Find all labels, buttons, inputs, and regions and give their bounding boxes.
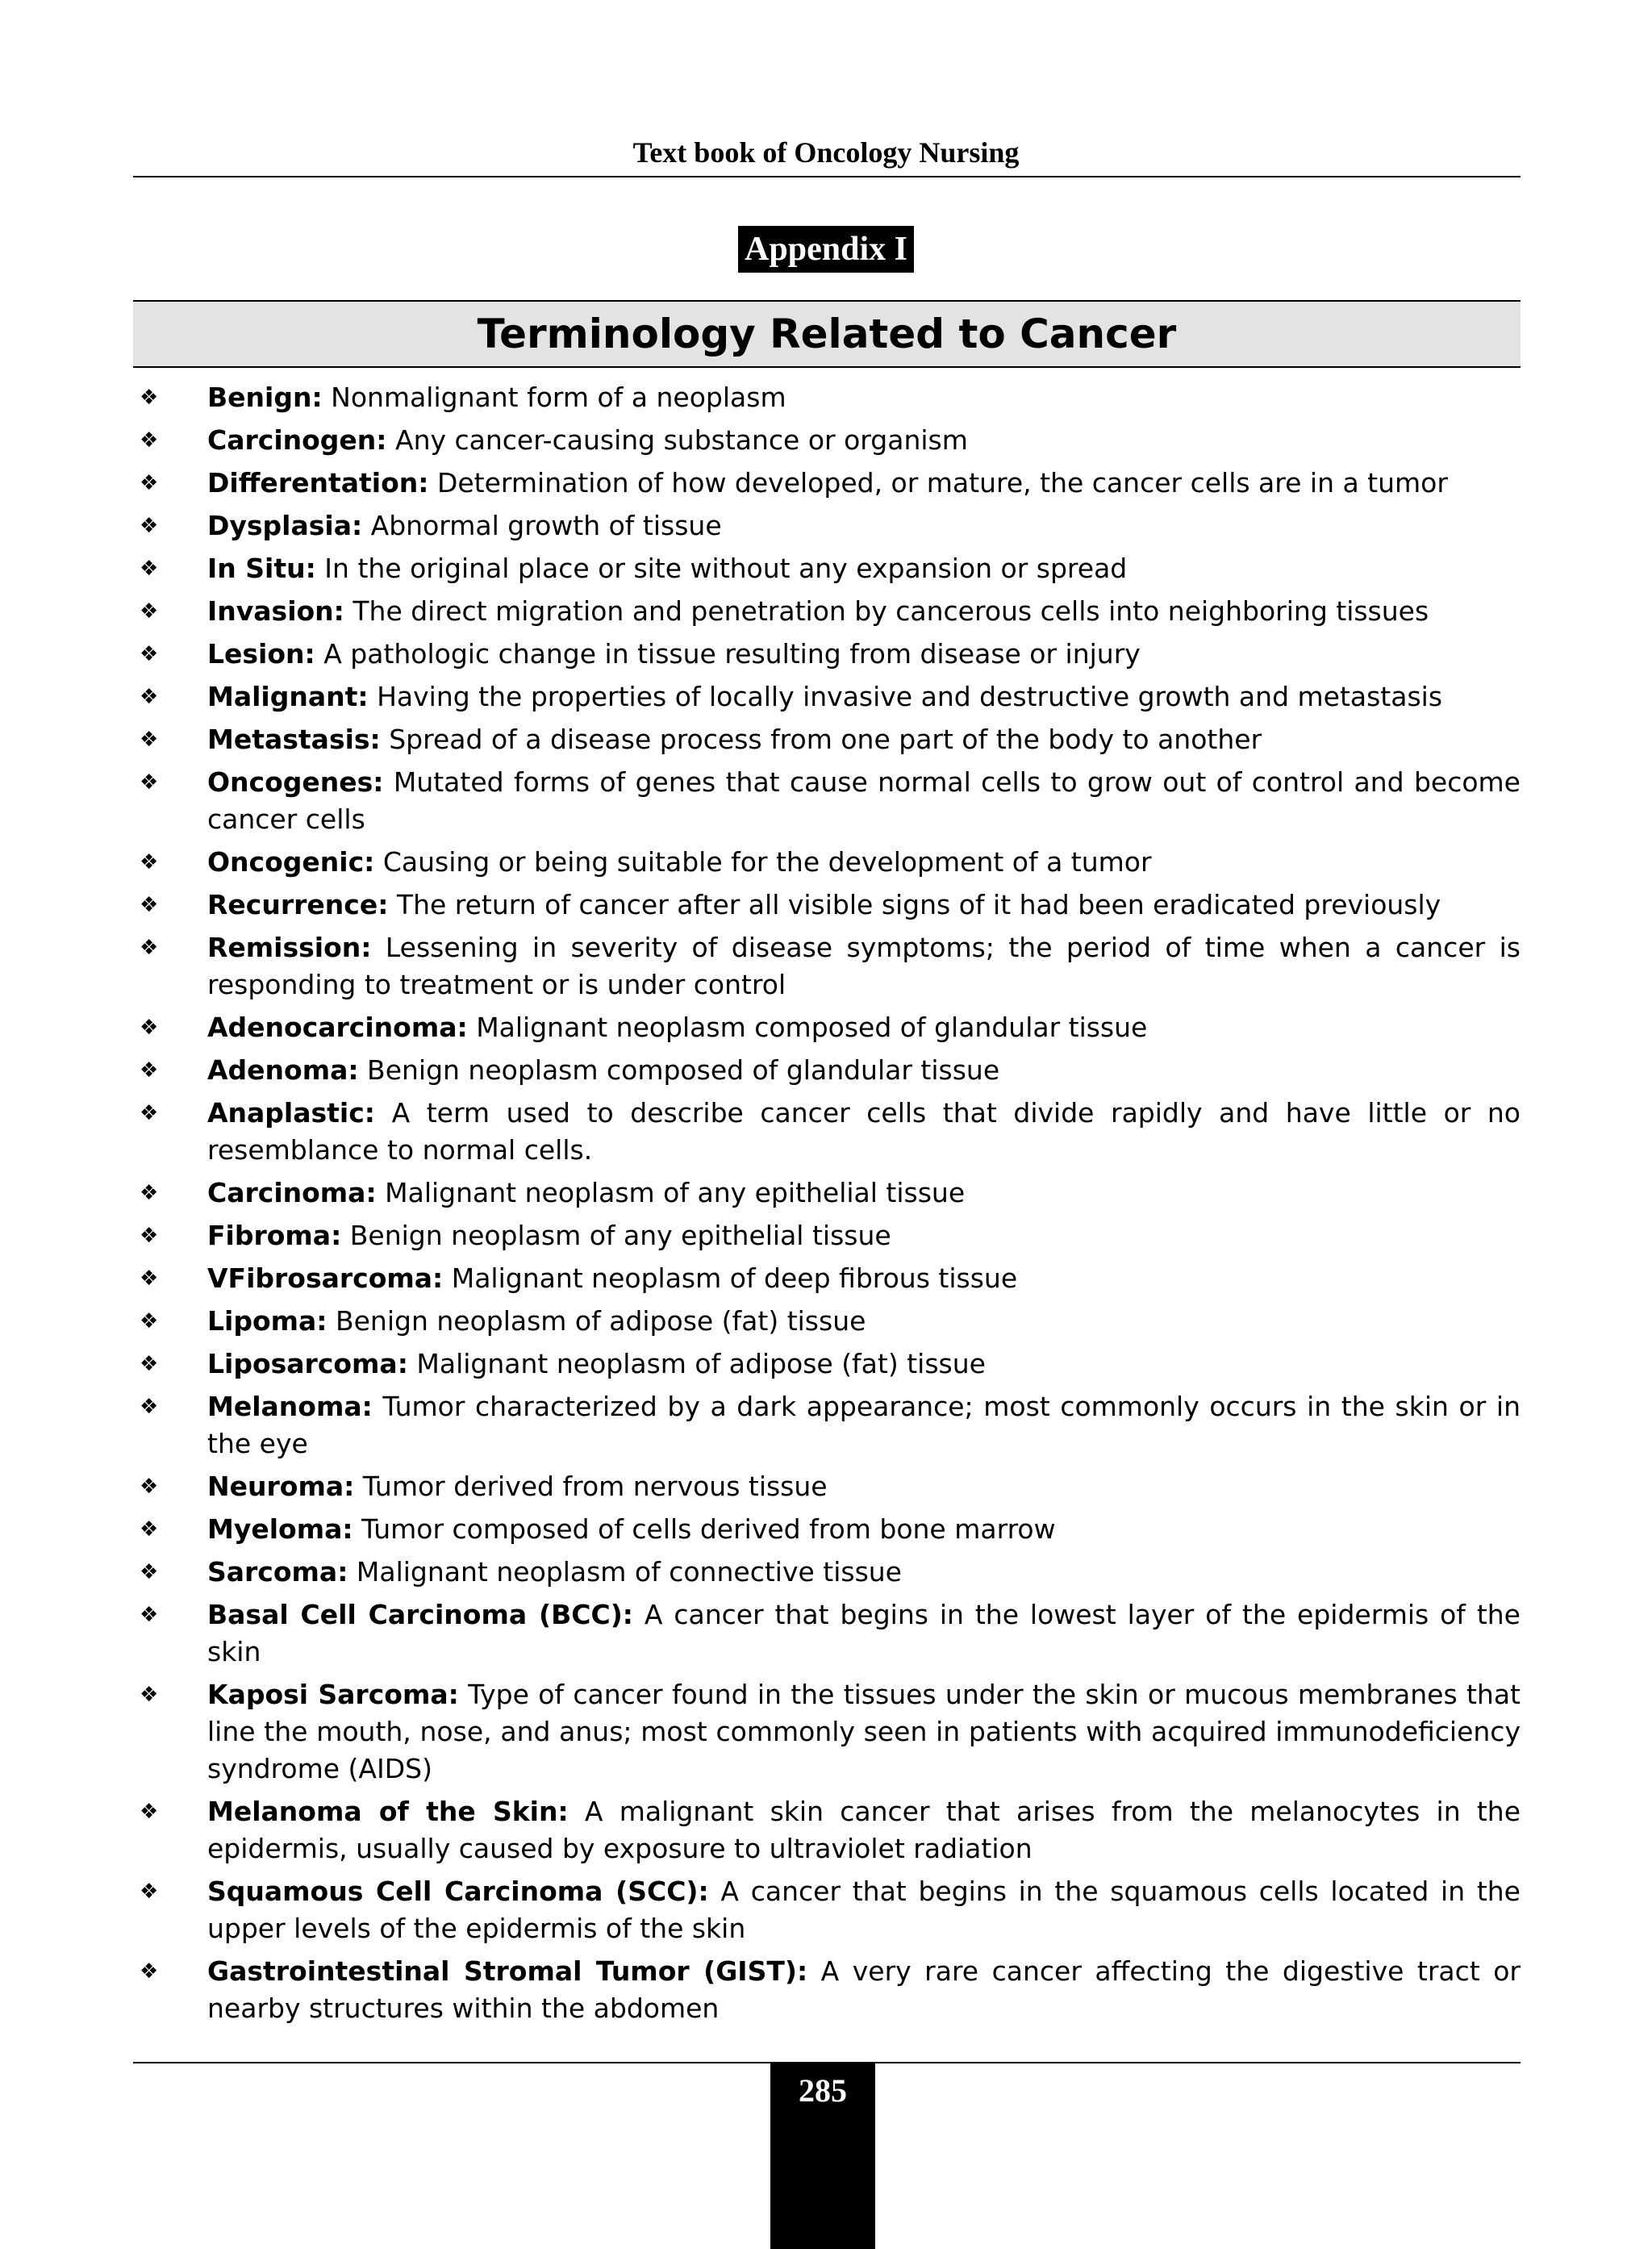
- term-name: Carcinogen:: [207, 424, 387, 456]
- term-name: Melanoma:: [207, 1391, 373, 1422]
- term-name: Carcinoma:: [207, 1177, 377, 1208]
- list-item: [133, 1676, 1521, 1788]
- term-name: Melanoma of the Skin:: [207, 1796, 569, 1827]
- title-band: [133, 300, 1521, 368]
- diamond-bullet-icon: ❖: [140, 557, 159, 581]
- term-name: Recurrence:: [207, 889, 389, 920]
- diamond-bullet-icon: ❖: [140, 1683, 159, 1707]
- diamond-bullet-icon: ❖: [140, 1560, 159, 1584]
- term-name: Squamous Cell Carcinoma (SCC):: [207, 1876, 709, 1907]
- term-definition: Benign neoplasm of any epithelial tissue: [341, 1220, 891, 1251]
- term-definition: Malignant neoplasm of adipose (fat) tissue: [407, 1348, 986, 1379]
- term-name: Adenoma:: [207, 1054, 359, 1086]
- term-definition: Benign neoplasm composed of glandular tissue: [358, 1054, 1000, 1086]
- list-item: [133, 1009, 1521, 1046]
- list-item: [133, 929, 1521, 1003]
- term-name: Sarcoma:: [207, 1556, 348, 1588]
- term-definition: Abnormal growth of tissue: [362, 510, 722, 541]
- terminology-list: [133, 379, 1521, 2033]
- term-definition: A malignant skin cancer that arises from the melanocytes in the epidermis, usually caused by exposure to ultraviolet radiation: [207, 1796, 1521, 1864]
- appendix-label: Appendix I: [738, 226, 914, 273]
- diamond-bullet-icon: ❖: [140, 1266, 159, 1291]
- term-name: VFibrosarcoma:: [207, 1262, 444, 1294]
- term-definition: Tumor derived from nervous tissue: [354, 1471, 828, 1502]
- diamond-bullet-icon: ❖: [140, 936, 159, 960]
- diamond-bullet-icon: ❖: [140, 1016, 159, 1040]
- term-definition: Determination of how developed, or mature, the cancer cells are in a tumor: [428, 467, 1448, 499]
- term-name: Kaposi Sarcoma:: [207, 1679, 459, 1710]
- list-item: [133, 721, 1521, 758]
- diamond-bullet-icon: ❖: [140, 514, 159, 538]
- list-item: [133, 1511, 1521, 1548]
- list-item: [133, 1052, 1521, 1089]
- list-item: [133, 593, 1521, 630]
- diamond-bullet-icon: ❖: [140, 1880, 159, 1904]
- list-item: [133, 1953, 1521, 2027]
- term-definition: Causing or being suitable for the development of a tumor: [374, 846, 1152, 878]
- appendix-label-container: [0, 226, 1652, 273]
- diamond-bullet-icon: ❖: [140, 850, 159, 874]
- diamond-bullet-icon: ❖: [140, 1101, 159, 1125]
- diamond-bullet-icon: ❖: [140, 642, 159, 666]
- term-name: Invasion:: [207, 595, 344, 627]
- term-definition: Type of cancer found in the tissues under the skin or mucous membranes that line the mouth, nose, and anus; most commonly seen in patients with acquired immunodeficiency syndrome (AIDS): [207, 1679, 1521, 1784]
- diamond-bullet-icon: ❖: [140, 893, 159, 917]
- term-definition: Tumor composed of cells derived from bone marrow: [353, 1513, 1056, 1545]
- diamond-bullet-icon: ❖: [140, 770, 159, 795]
- term-name: Dysplasia:: [207, 510, 363, 541]
- diamond-bullet-icon: ❖: [140, 1181, 159, 1205]
- list-item: [133, 1303, 1521, 1340]
- term-definition: Malignant neoplasm composed of glandular tissue: [467, 1012, 1148, 1043]
- diamond-bullet-icon: ❖: [140, 1224, 159, 1248]
- term-name: Gastrointestinal Stromal Tumor (GIST):: [207, 1955, 808, 1987]
- diamond-bullet-icon: ❖: [140, 1475, 159, 1499]
- term-definition: Benign neoplasm of adipose (fat) tissue: [327, 1305, 866, 1337]
- diamond-bullet-icon: ❖: [140, 685, 159, 709]
- diamond-bullet-icon: ❖: [140, 1352, 159, 1376]
- term-name: Benign:: [207, 382, 323, 413]
- list-item: [133, 507, 1521, 545]
- term-definition: Mutated forms of genes that cause normal cells to grow out of control and become cancer cells: [207, 766, 1521, 835]
- diamond-bullet-icon: ❖: [140, 728, 159, 752]
- list-item: [133, 844, 1521, 881]
- term-definition: A pathologic change in tissue resulting from disease or injury: [315, 638, 1141, 670]
- term-name: Myeloma:: [207, 1513, 353, 1545]
- diamond-bullet-icon: ❖: [140, 386, 159, 410]
- term-name: Adenocarcinoma:: [207, 1012, 468, 1043]
- term-definition: A very rare cancer affecting the digestive tract or nearby structures within the abdomen: [207, 1955, 1521, 2024]
- term-name: Oncogenes:: [207, 766, 384, 798]
- list-item: [133, 1260, 1521, 1297]
- term-definition: A cancer that begins in the squamous cells located in the upper levels of the epidermis of the skin: [207, 1876, 1521, 1944]
- diamond-bullet-icon: ❖: [140, 1058, 159, 1083]
- list-item: [133, 1793, 1521, 1867]
- term-definition: In the original place or site without any expansion or spread: [315, 553, 1128, 584]
- list-item: [133, 1873, 1521, 1947]
- term-name: Neuroma:: [207, 1471, 355, 1502]
- list-item: [133, 550, 1521, 587]
- list-item: [133, 887, 1521, 924]
- term-definition: Having the properties of locally invasive and destructive growth and metastasis: [368, 681, 1443, 712]
- list-item: [133, 764, 1521, 838]
- diamond-bullet-icon: ❖: [140, 1603, 159, 1627]
- header-rule: [133, 176, 1521, 177]
- list-item: [133, 678, 1521, 716]
- term-definition: Any cancer-causing substance or organism: [386, 424, 968, 456]
- diamond-bullet-icon: ❖: [140, 1395, 159, 1419]
- term-name: Basal Cell Carcinoma (BCC):: [207, 1599, 633, 1630]
- term-name: In Situ:: [207, 553, 316, 584]
- term-name: Differentation:: [207, 467, 429, 499]
- term-definition: A cancer that begins in the lowest layer of the epidermis of the skin: [207, 1599, 1521, 1667]
- term-name: Malignant:: [207, 681, 369, 712]
- term-name: Metastasis:: [207, 724, 381, 755]
- diamond-bullet-icon: ❖: [140, 471, 159, 495]
- term-name: Lesion:: [207, 638, 315, 670]
- list-item: [133, 1175, 1521, 1212]
- diamond-bullet-icon: ❖: [140, 428, 159, 453]
- term-name: Remission:: [207, 932, 372, 963]
- term-definition: Malignant neoplasm of deep fibrous tissue: [443, 1262, 1018, 1294]
- book-title: Text book of Oncology Nursing: [632, 136, 1020, 169]
- diamond-bullet-icon: ❖: [140, 1959, 159, 1984]
- term-definition: Lessening in severity of disease symptoms; the period of time when a cancer is responding to treatment or is under control: [207, 932, 1521, 1000]
- list-item: [133, 422, 1521, 459]
- term-name: Oncogenic:: [207, 846, 375, 878]
- term-definition: Malignant neoplasm of any epithelial tissue: [376, 1177, 966, 1208]
- list-item: [133, 1095, 1521, 1169]
- diamond-bullet-icon: ❖: [140, 599, 159, 624]
- term-definition: The return of cancer after all visible signs of it had been eradicated previously: [388, 889, 1441, 920]
- diamond-bullet-icon: ❖: [140, 1309, 159, 1333]
- list-item: [133, 1596, 1521, 1671]
- term-name: Lipoma:: [207, 1305, 327, 1337]
- diamond-bullet-icon: ❖: [140, 1517, 159, 1542]
- list-item: [133, 1388, 1521, 1462]
- term-name: Liposarcoma:: [207, 1348, 408, 1379]
- term-definition: The direct migration and penetration by cancerous cells into neighboring tissues: [344, 595, 1429, 627]
- list-item: [133, 379, 1521, 416]
- term-name: Fibroma:: [207, 1220, 342, 1251]
- list-item: [133, 1554, 1521, 1591]
- term-definition: Malignant neoplasm of connective tissue: [348, 1556, 902, 1588]
- page-title: Terminology Related to Cancer: [477, 311, 1177, 357]
- page-number: 285: [770, 2062, 875, 2249]
- term-definition: A term used to describe cancer cells that divide rapidly and have little or no resemblance to normal cells.: [207, 1097, 1521, 1166]
- diamond-bullet-icon: ❖: [140, 1800, 159, 1824]
- list-item: [133, 465, 1521, 502]
- list-item: [133, 636, 1521, 673]
- term-name: Anaplastic:: [207, 1097, 375, 1129]
- list-item: [133, 1217, 1521, 1254]
- list-item: [133, 1468, 1521, 1505]
- term-definition: Tumor characterized by a dark appearance; most commonly occurs in the skin or in the eye: [207, 1391, 1521, 1459]
- term-definition: Spread of a disease process from one part of the body to another: [380, 724, 1262, 755]
- list-item: [133, 1346, 1521, 1383]
- term-definition: Nonmalignant form of a neoplasm: [322, 382, 786, 413]
